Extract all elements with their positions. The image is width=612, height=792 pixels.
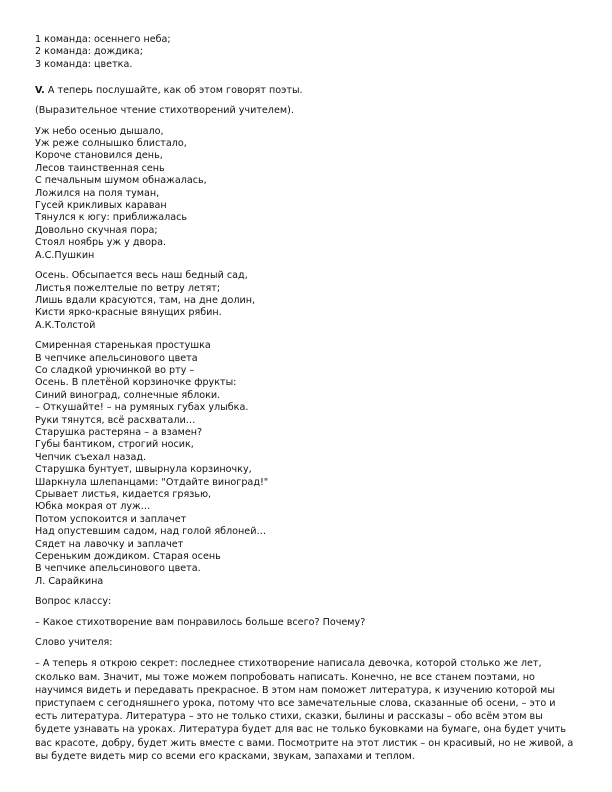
poem-line: Сереньким дождиком. Старая осень [35,551,221,563]
poem-line: Кисти ярко-красные вянущих рябин. [35,307,222,319]
poem-line: Лесов таинственная сень [35,162,165,174]
poem-line: Ложился на поля туман, [35,187,160,199]
poem-line: Шаркнула шлепанцами: "Отдайте виноград!" [35,476,269,488]
poem-line: Губы бантиком, строгий носик, [35,439,194,451]
poem-line: В чепчике апельсинового цвета. [35,563,201,575]
poem-line: В чепчике апельсинового цвета [35,352,198,364]
poem-line: – Откушайте! – на румяных губах улыбка. [35,402,249,414]
poem-author: А.С.Пушкин [35,249,95,261]
team-item: 3 команда: цветка. [35,58,133,70]
poem-author: Л. Сарайкина [35,575,104,587]
poem-line: Осень. В плетёной корзиночке фрукты: [35,377,237,389]
poem-line: Уж небо осенью дышало, [35,125,164,137]
poem-tolstoy [35,270,577,332]
poem-line: Лишь вдали красуются, там, на дне долин, [35,294,256,306]
poem-line: С печальным шумом обнажалась, [35,175,207,187]
poem-line: Чепчик съехал назад. [35,451,147,463]
poem-line: Тянулся к югу: приближалась [35,212,188,224]
poem-line: Уж реже солнышко блистало, [35,138,187,150]
document-page [35,34,577,763]
poem-author: А.К.Толстой [35,319,96,331]
team-item: 2 команда: дождика; [35,46,143,58]
poem-line: Листья пожелтелые по ветру летят; [35,282,221,294]
poem-line: Довольно скучная пора; [35,224,158,236]
teacher-paragraph: – А теперь я открою секрет: последнее стихотворение написала девочка, которой столько же лет, сколько вам. Значит, мы тоже можем попробовать написать. Конечно, не все станем поэтами, но научимся видеть и передавать прекрасное. В этом нам поможет литература, к изучению которой мы приступаем с сегодняшнего урока, потому что все замечательные слова, сказанные об осени, – это и есть литература. Литература – это не только стихи, сказки, былины и рассказы – обо всём этом вы будете узнавать на уроках. Литература будет для вас не только буковками на бумаге, она будет учить вас красоте, добру, будет жить вместе с вами. Посмотрите на этот листик – он красивый, но не живой, а вы будете видеть мир со всеми его красками, звукам, запахами и теплом. [35,658,574,762]
poem-line: Смиренная старенькая простушка [35,340,211,352]
poem-line: Старушка бунтует, швырнула корзиночку, [35,464,252,476]
section-number: V. [35,85,45,97]
teacher-word-label: Слово учителя: [35,637,113,649]
poem-line: Короче становился день, [35,150,163,162]
poem-line: Юбка мокрая от луж… [35,501,151,513]
poem-pushkin [35,126,577,262]
poem-saraykina [35,340,577,588]
poem-line: Стоял ноябрь уж у двора. [35,237,167,249]
poem-line: Со сладкой урючинкой во рту – [35,364,195,376]
class-question: – Какое стихотворение вам понравилось больше всего? Почему? [35,616,366,628]
poem-line: Руки тянутся, всё расхватали… [35,414,196,426]
poem-line: Синий виноград, солнечные яблоки. [35,389,221,401]
poem-line: Осень. Обсыпается весь наш бедный сад, [35,270,248,282]
poem-line: Потом успокоится и заплачет [35,513,187,525]
section-heading [35,84,577,97]
poem-line: Срывает листья, кидается грязью, [35,489,212,500]
poem-line: Старушка растеряна – а взамен? [35,426,203,438]
poem-line: Гусей крикливых караван [35,200,167,212]
team-item: 1 команда: осеннего неба; [35,34,171,45]
section-title: А теперь послушайте, как об этом говорят поэты. [44,85,303,97]
poem-line: Сядет на лавочку и заплачет [35,538,184,550]
question-label: Вопрос классу: [35,596,112,608]
teacher-note: (Выразительное чтение стихотворений учителем). [35,105,294,117]
poem-line: Над опустевшим садом, над голой яблоней… [35,526,267,538]
team-list [35,34,577,71]
